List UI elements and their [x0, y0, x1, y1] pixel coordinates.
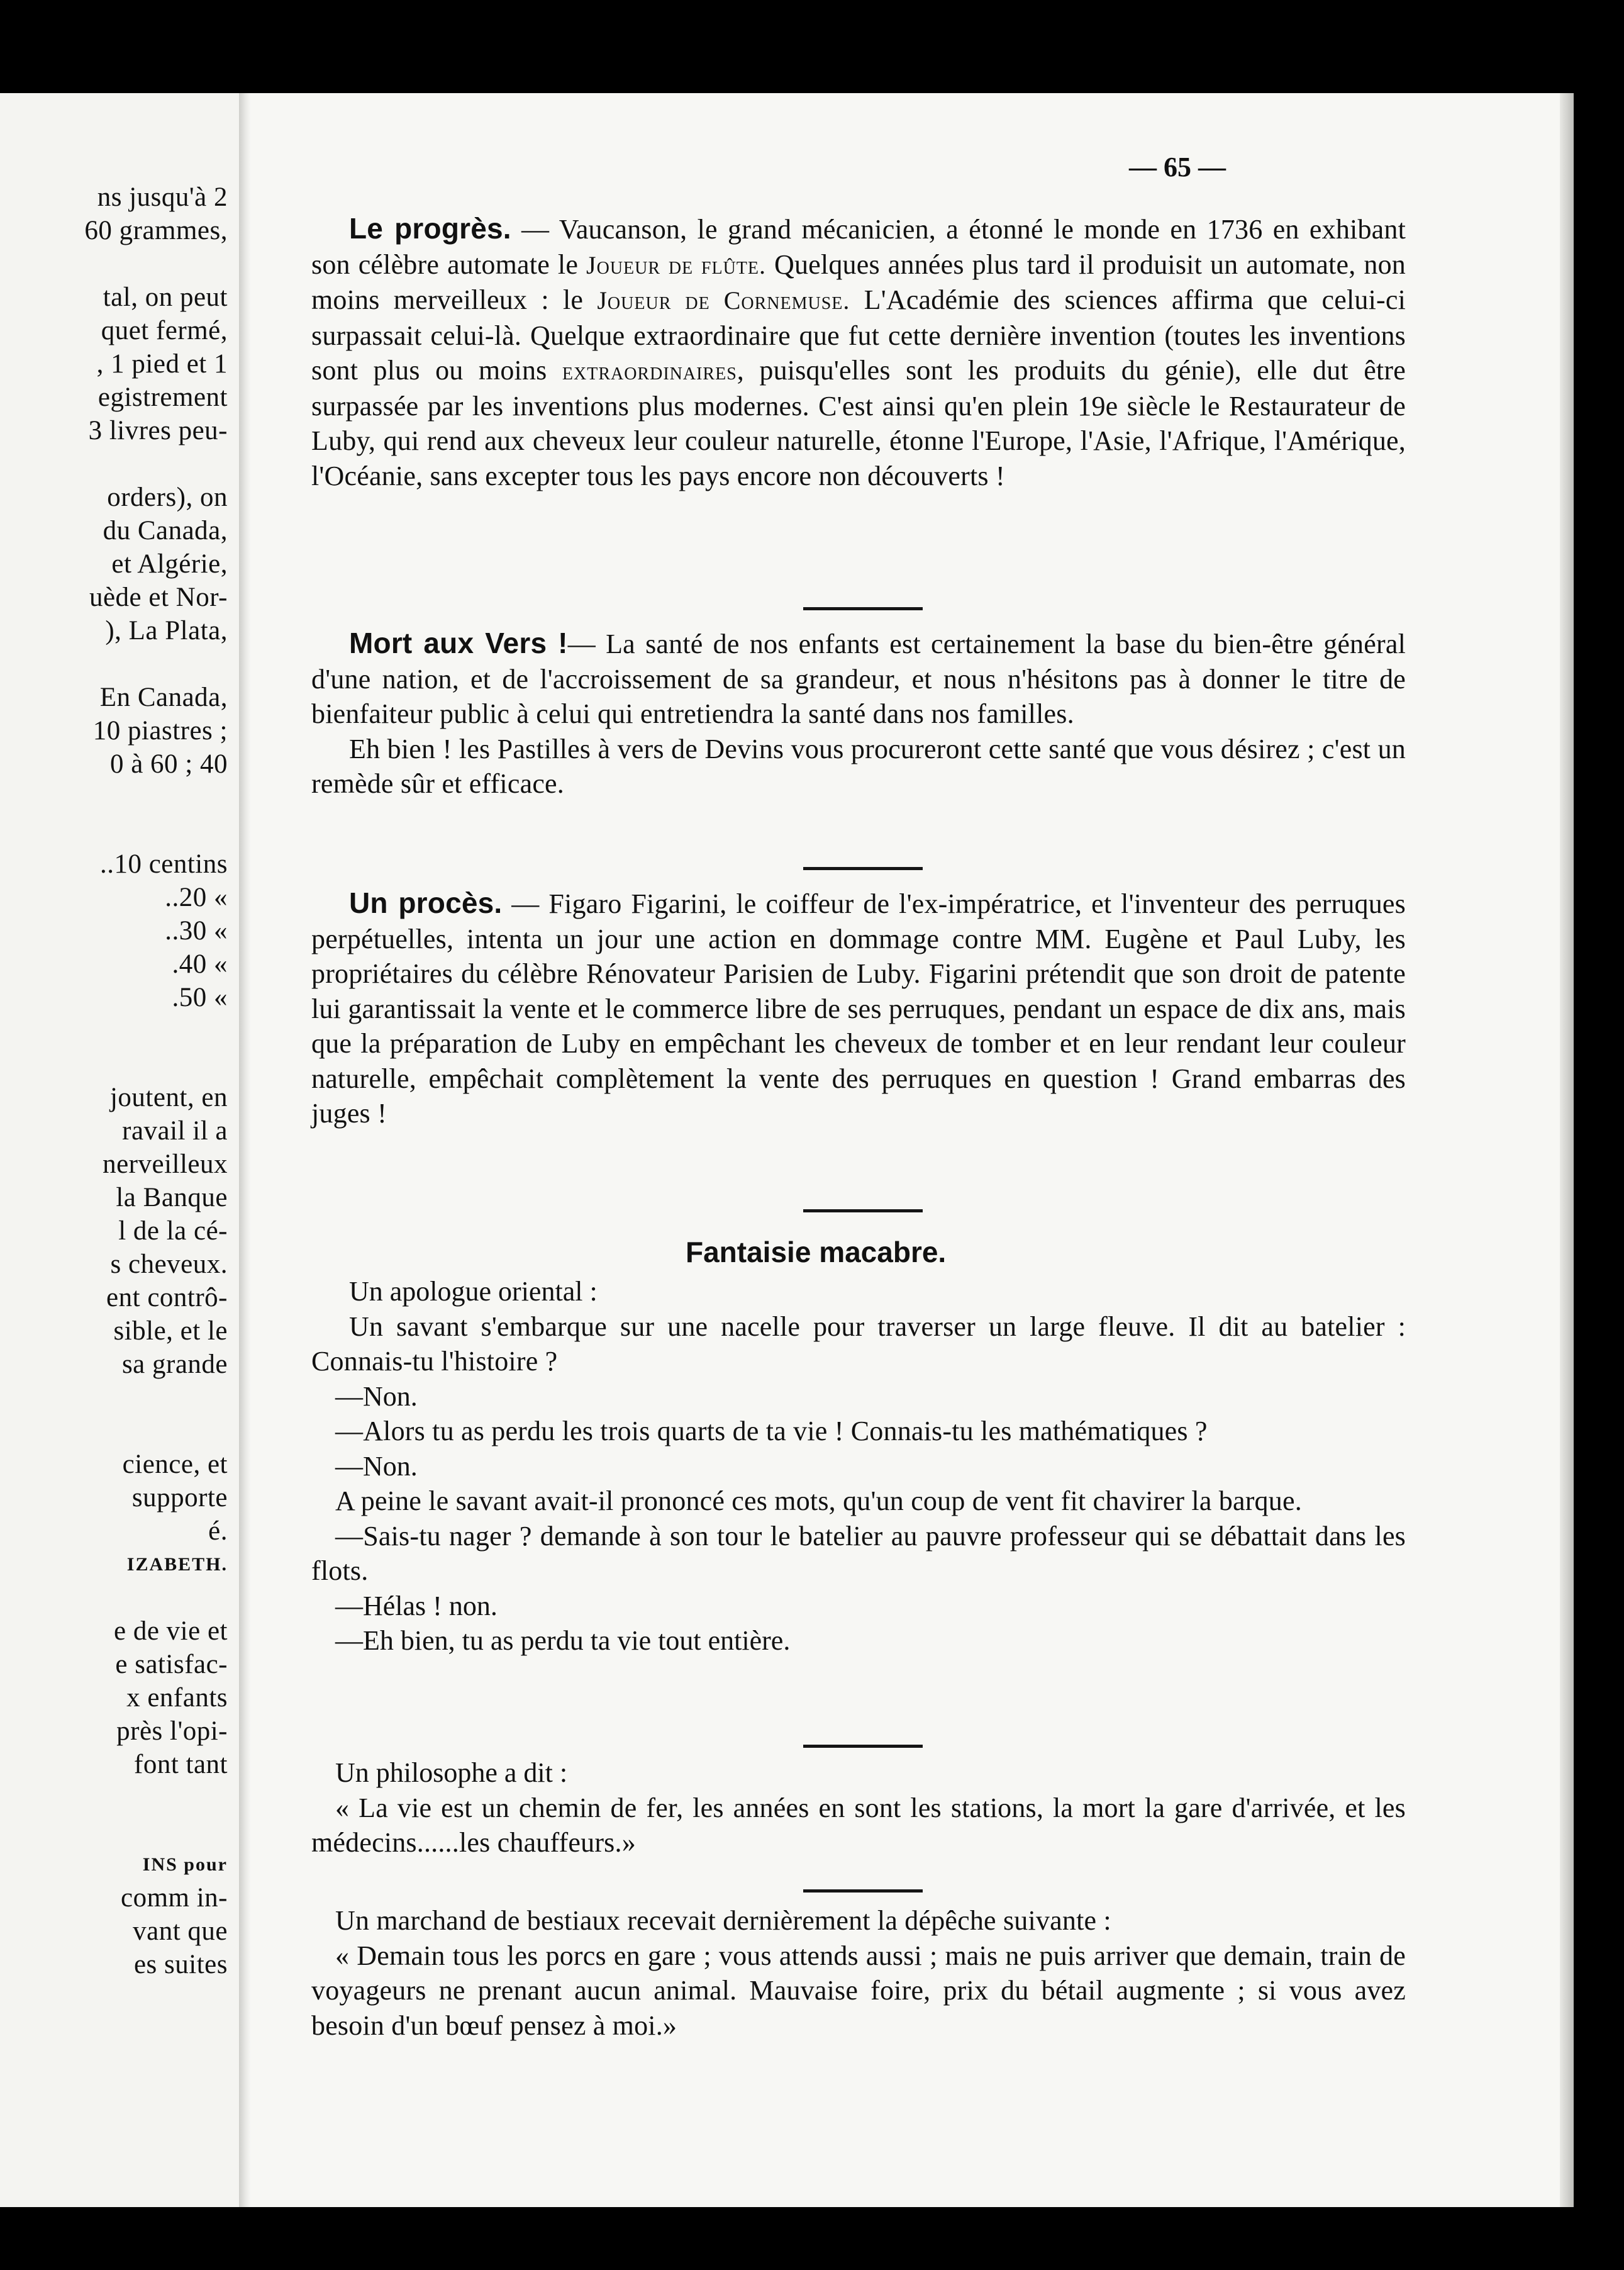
page-number: — 65 —	[1129, 152, 1226, 182]
left-column-line: ..20 «	[165, 883, 228, 912]
left-column-line: .50 «	[172, 983, 228, 1012]
dialogue-line: —Non.	[335, 1380, 418, 1412]
dialogue-line: Un apologue oriental :	[349, 1276, 598, 1307]
left-column-line: supporte	[131, 1483, 228, 1512]
book-gutter	[239, 93, 250, 2207]
left-column-line: et Algérie,	[111, 549, 228, 579]
left-column-line: 3 livres peu-	[88, 416, 228, 445]
left-column-line: ..10 centins	[99, 849, 228, 879]
left-column-line: x enfants	[126, 1683, 228, 1713]
heading-proces: Un procès.	[349, 886, 503, 919]
separator-rule	[803, 1889, 923, 1893]
left-column-line: .40 «	[172, 949, 228, 979]
dialogue-line: —Non.	[335, 1450, 418, 1482]
heading-vers: Mort aux Vers !	[349, 627, 568, 659]
left-column-line: vant que	[133, 1916, 228, 1946]
dialogue-line: —Alors tu as perdu les trois quarts de ta vie ! Connais-tu les mathématiques ?	[335, 1416, 1208, 1446]
paragraph-progres: Le progrès. — Vaucanson, le grand mécanicien, a étonné le monde en 1736 en exhibant son célèbre automate le Joueur de flûte. Quelques années plus tard il produisit un automate, non moins merveilleux : le Joueur de Cornemuse. L'Académie des sciences affirma que celui-ci surpassait celui-là. Quelque extraordinaire que fut cette dernière invention (toutes les inventions sont plus ou moins extraordinaires, puisqu'elles sont les produits du génie), elle dut être surpassée par les inventions plus modernes. C'est ainsi qu'en plein 19e siècle le Restaurateur de Luby, qui rend aux cheveux leur couleur naturelle, étonne l'Europe, l'Asie, l'Afrique, l'Amérique, l'Océanie, sans excepter tous les pays encore non découverts !	[311, 212, 1406, 491]
left-column-line: tal, on peut	[103, 282, 228, 312]
left-column-line: font tant	[134, 1750, 228, 1779]
left-column-line: 10 piastres ;	[92, 716, 228, 746]
paragraph-depeche: « Demain tous les porcs en gare ; vous attends aussi ; mais ne puis arriver que demain, train de voyageurs ne prenant aucun animal. Mauvaise foire, prix du bétail augmente ; si vous avez besoin d'un bœuf pensez à moi.»	[311, 1940, 1406, 2041]
section-marchand	[311, 1903, 1406, 2043]
left-column-line: e satisfac-	[115, 1650, 228, 1679]
separator-rule	[803, 1209, 923, 1212]
left-column-line: é.	[208, 1516, 228, 1546]
left-column-line: comm in-	[121, 1883, 228, 1913]
left-column-line: IZABETH.	[126, 1554, 228, 1575]
left-column-line: quet fermé,	[101, 316, 228, 345]
paragraph-vers-2: Eh bien ! les Pastilles à vers de Devins vous procureront cette santé que vous désirez ; c'est un remède sûr et efficace.	[311, 733, 1406, 799]
section-vers	[311, 626, 1406, 802]
left-column-line: cience, et	[122, 1450, 228, 1479]
left-column-line: l de la cé-	[118, 1216, 228, 1246]
paragraph-proces: Un procès. — Figaro Figarini, le coiffeur de l'ex-impératrice, et l'inventeur des perruques perpétuelles, intenta un jour une action en dommage contre MM. Eugène et Paul Luby, les propriétaires du célèbre Rénovateur Parisien de Luby. Figarini prétendit que son droit de patente lui garantissait la vente et le commerce libre de ses perruques, pendant un espace de dix ans, mais que la préparation de Luby en empêchant les cheveux de tomber et en leur rendant leur couleur naturelle, empêchait complètement la vente des perruques en question ! Grand embarras des juges !	[311, 886, 1406, 1129]
left-column-line: ent contrô-	[106, 1283, 228, 1312]
dialogue-line: —Eh bien, tu as perdu ta vie tout entière.	[335, 1625, 791, 1656]
left-column-line: la Banque	[116, 1183, 228, 1212]
left-column-line: nerveilleux	[103, 1149, 228, 1179]
left-column-line: sible, et le	[113, 1316, 228, 1346]
separator-rule	[803, 1745, 923, 1748]
left-column-line: s cheveux.	[110, 1250, 228, 1279]
heading-progres: Le progrès.	[349, 212, 511, 245]
left-column-line: sa grande	[121, 1350, 228, 1379]
left-column-line: ravail il a	[122, 1116, 228, 1146]
left-column-line: 60 grammes,	[84, 216, 228, 245]
left-column-line: e de vie et	[114, 1616, 228, 1646]
separator-rule	[803, 607, 923, 610]
left-column-line: ..30 «	[165, 916, 228, 946]
dialogue-line: A peine le savant avait-il prononcé ces mots, qu'un coup de vent fit chavirer la barque.	[335, 1485, 1302, 1516]
left-column-line: joutent, en	[109, 1083, 228, 1112]
left-column-line: INS pour	[142, 1854, 228, 1875]
left-column-line: En Canada,	[99, 683, 228, 712]
dialogue-line: —Sais-tu nager ? demande à son tour le batelier au pauvre professeur qui se débattait dans les flots.	[311, 1520, 1406, 1586]
left-column-line: ), La Plata,	[105, 616, 228, 646]
left-column-line: ns jusqu'à 2	[97, 182, 228, 212]
section-philosophe	[311, 1755, 1406, 1860]
left-column-line: orders), on	[107, 483, 228, 512]
section-progres	[311, 211, 1406, 493]
left-column-line: uède et Nor-	[89, 583, 228, 612]
page-edge	[1560, 93, 1574, 2207]
section-proces	[311, 886, 1406, 1131]
left-column-line: egistrement	[97, 383, 228, 412]
section-title-fantaisie: Fantaisie macabre.	[686, 1236, 947, 1268]
left-column-line: près l'opi-	[116, 1716, 228, 1746]
left-column-line: , 1 pied et 1	[96, 349, 228, 379]
left-column-line: 0 à 60 ; 40	[109, 749, 228, 779]
separator-rule	[803, 867, 923, 870]
dialogue-line: Un savant s'embarque sur une nacelle pour traverser un large fleuve. Il dit au batelier : Connais-tu l'histoire ?	[311, 1311, 1406, 1377]
quote-text: « La vie est un chemin de fer, les années en sont les stations, la mort la gare d'arrivée, et les médecins......les chauffeurs.»	[311, 1792, 1406, 1858]
left-column-line: du Canada,	[103, 516, 228, 545]
paragraph-vers: Mort aux Vers !— La santé de nos enfants est certainement la base du bien-être général d'une nation, et de l'accroissement de sa grandeur, et nous n'hésitons pas à donner le titre de bienfaiteur public à celui qui entretiendra la santé dans nos familles.	[311, 627, 1406, 729]
section-fantaisie	[311, 1274, 1406, 1658]
left-page-fragment	[0, 93, 239, 2207]
quote-intro: Un philosophe a dit :	[335, 1757, 568, 1788]
left-column-line: es suites	[133, 1950, 228, 1979]
dialogue-line: —Hélas ! non.	[335, 1590, 498, 1621]
paragraph-marchand: Un marchand de bestiaux recevait dernièrement la dépêche suivante :	[335, 1905, 1111, 1936]
